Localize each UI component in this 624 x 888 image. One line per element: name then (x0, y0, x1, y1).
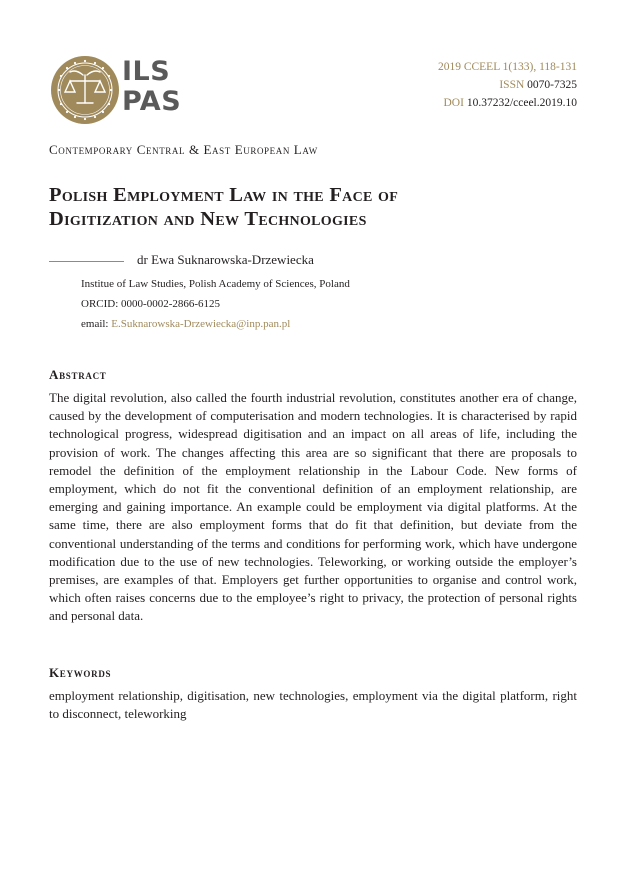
issn-line (438, 76, 577, 94)
institute-seal-icon (50, 55, 120, 125)
logo-wordmark (122, 57, 181, 117)
title-line-1: Polish Employment Law in the Face of (49, 184, 399, 206)
email-line (81, 314, 350, 334)
email-link[interactable]: E.Suknarowska-Drzewiecka@inp.pan.pl (111, 318, 291, 330)
doi-label: DOI (443, 97, 464, 109)
abstract-heading: Abstract (49, 367, 107, 382)
abstract-text: The digital revolution, also called the fourth industrial revolution, constitutes another era of change, caused by the development of computerisation and modern technologies. It is characterised by rapid technological progress, widespread digitisation and an impact on all areas of life, including the provision of work. The changes affecting this area are so significant that there are proposals to remodel the definition of the employment relationship in the Labour Code. New forms of employment, which do not fit the conventional definition of an employment relationship, are emerging and gaining importance. An example could be employment via digital platforms. At the same time, there are also employment forms that do fit that definition, but deviate from the conventional understanding of the terms and conditions for performing work, which have undergone modification due to the use of new technologies. Teleworking, or working outside the employer’s premises, are examples of that. Employers get further opportunities to organise and control work, which often raises concerns due to the employee’s right to privacy, the protection of personal rights and personal data. (49, 390, 577, 624)
issn-value: 0070-7325 (527, 79, 577, 91)
author-name: dr Ewa Suknarowska-Drzewiecka (137, 252, 314, 267)
affiliation: Institue of Law Studies, Polish Academy of Sciences, Poland (81, 278, 350, 290)
logo-text-ils: ILS (122, 56, 171, 87)
email-label: email: (81, 318, 109, 330)
article-title (49, 183, 579, 231)
doi-value: 10.37232/cceel.2019.10 (466, 97, 577, 109)
title-line-2: Digitization and New Technologies (49, 208, 367, 230)
orcid: ORCID: 0000-0002-2866-6125 (81, 298, 221, 310)
ils-pas-logo (50, 55, 190, 125)
doi-line (438, 94, 577, 112)
citation-block (438, 58, 577, 112)
logo-text-pas: PAS (122, 86, 182, 117)
keywords-heading: Keywords (49, 665, 112, 680)
citation: 2019 CCEEL 1(133), 118-131 (437, 61, 577, 73)
author-rule (49, 261, 124, 262)
issn-label: ISSN (499, 79, 525, 91)
keywords-text: employment relationship, digitisation, new technologies, employment via the digital platform, right to disconnect, teleworking (49, 688, 577, 722)
author-details (81, 274, 350, 334)
journal-name: Contemporary Central & East European Law (49, 142, 318, 157)
